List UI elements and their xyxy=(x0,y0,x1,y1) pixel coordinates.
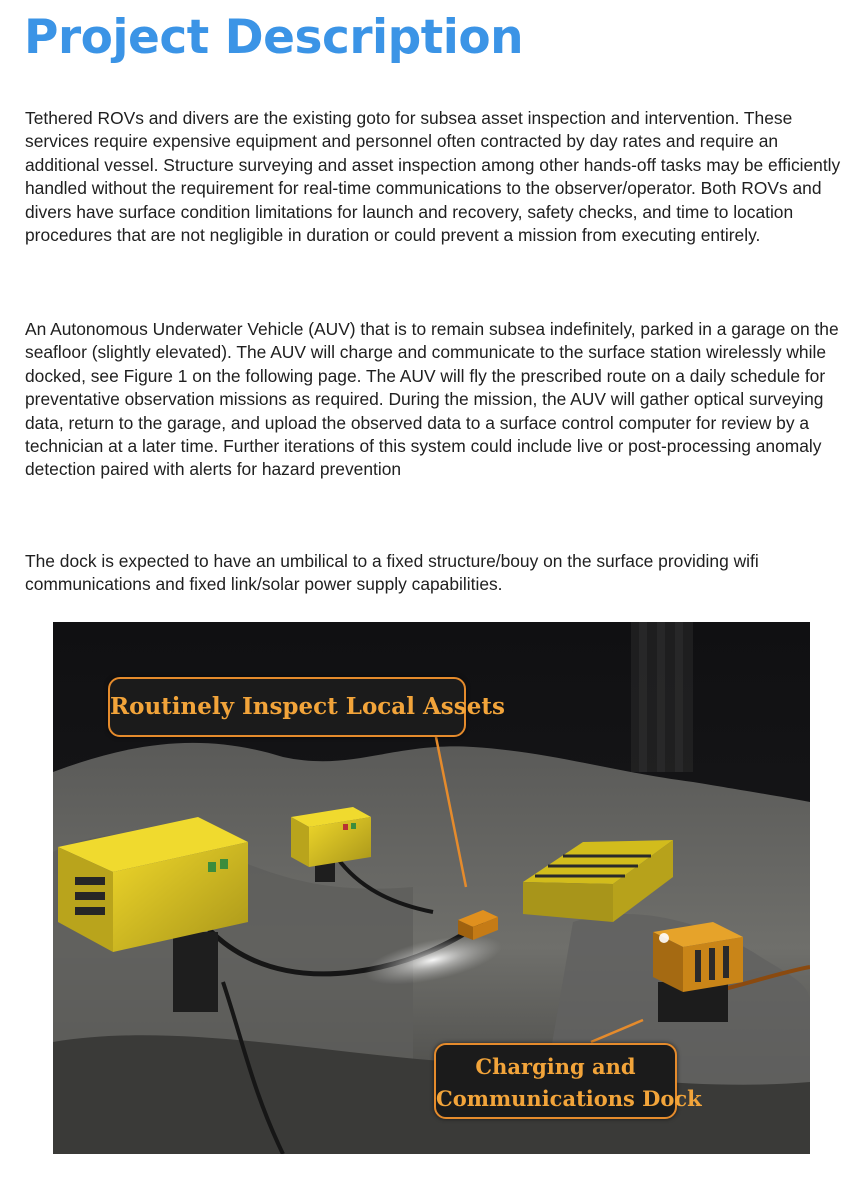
callout-inspect-assets: Routinely Inspect Local Assets xyxy=(108,677,466,737)
paragraph-auv-concept: An Autonomous Underwater Vehicle (AUV) that is to remain subsea indefinitely, parked in a garage on the seafloor (slightly elevated). The AUV will charge and communicate to the surface station wirelessly while docked, see Figure 1 on the following page. The AUV will fly the prescribed route on a daily schedule for preventative observation missions as required. During the mission, the AUV will gather optical surveying data, return to the garage, and upload the observed data to a surface control computer for review by a technician at a later time. Further iterations of this system could include live or post-processing anomaly detection paired with alerts for hazard prevention xyxy=(25,319,839,480)
callout-dock-line-1: Charging and xyxy=(475,1054,636,1079)
subsea-render-figure xyxy=(53,622,810,1154)
callout-charging-dock xyxy=(434,1043,702,1119)
callout-dock-line-2: Communications Dock xyxy=(436,1086,702,1111)
paragraph-dock-umbilical: The dock is expected to have an umbilical to a fixed structure/bouy on the surface providing wifi communications and fixed link/solar power supply capabilities. xyxy=(25,551,759,595)
page-title: Project Description xyxy=(24,10,524,65)
paragraph-existing-methods: Tethered ROVs and divers are the existing goto for subsea asset inspection and intervention. These services require expensive equipment and personnel often contracted by day rates and require an additional vessel. Structure surveying and asset inspection among other hands-off tasks may be efficiently handled without the requirement for real-time communications to the observer/operator. Both ROVs and divers have surface condition limitations for launch and recovery, safety checks, and time to location procedures that are not negligible in duration or could prevent a mission from executing entirely. xyxy=(25,108,841,246)
distant-structure xyxy=(631,622,693,772)
